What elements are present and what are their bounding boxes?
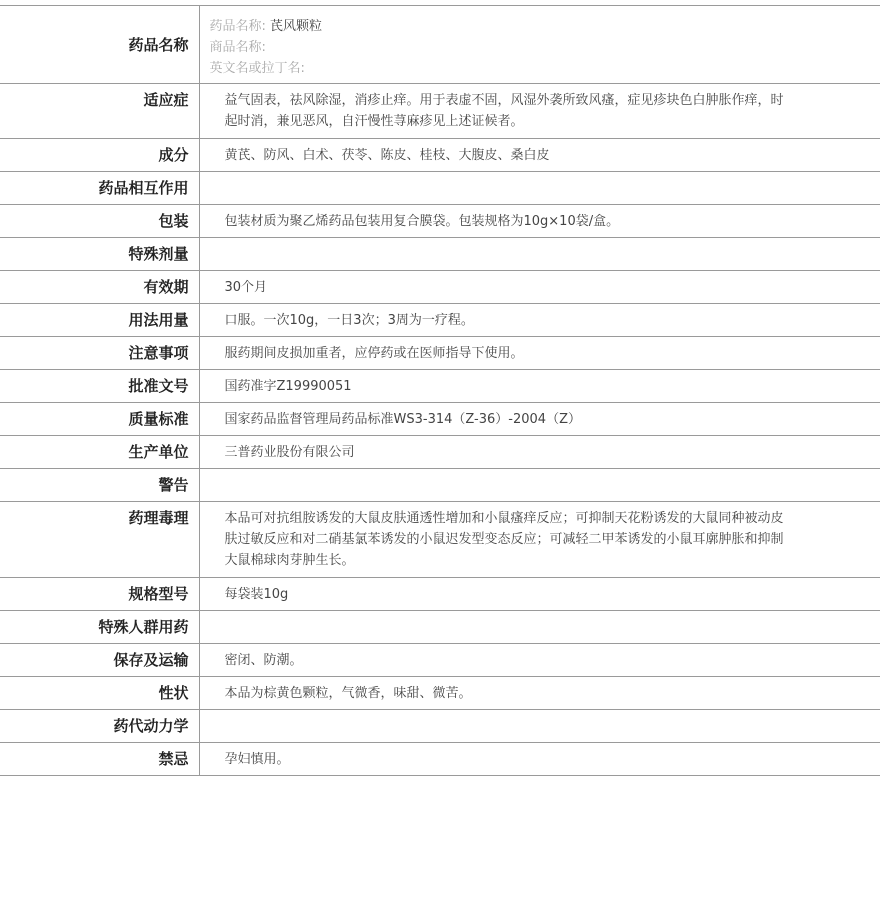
spec-value: 30个月 xyxy=(199,271,880,304)
spec-value: 每袋装10g xyxy=(199,578,880,611)
trade-name-key: 商品名称: xyxy=(209,40,266,55)
drug-spec-table xyxy=(0,5,880,776)
spec-value: 益气固表，祛风除湿，消疹止痒。用于表虚不固，风湿外袭所致风瘙，症见疹块色白肿胀作痒，时起时消，兼见恶风，自汗慢性荨麻疹见上述证候者。 xyxy=(199,84,880,139)
spec-value: 包装材质为聚乙烯药品包装用复合膜袋。包装规格为10g×10袋/盒。 xyxy=(199,205,880,238)
spec-row-ingredients xyxy=(0,139,880,172)
spec-row-manufacturer xyxy=(0,436,880,469)
spec-label: 药理毒理 xyxy=(0,502,199,578)
spec-label: 药品相互作用 xyxy=(0,172,199,205)
spec-row-storage xyxy=(0,644,880,677)
spec-label: 警告 xyxy=(0,469,199,502)
spec-value xyxy=(199,611,880,644)
spec-label: 特殊剂量 xyxy=(0,238,199,271)
drug-name-row xyxy=(0,6,880,84)
spec-row-warning xyxy=(0,469,880,502)
spec-label: 规格型号 xyxy=(0,578,199,611)
spec-value: 三普药业股份有限公司 xyxy=(199,436,880,469)
spec-row-approval-number xyxy=(0,370,880,403)
spec-label: 药代动力学 xyxy=(0,710,199,743)
spec-label: 成分 xyxy=(0,139,199,172)
trade-name-line xyxy=(210,37,791,58)
drug-name-cell xyxy=(199,6,880,84)
generic-name-key: 药品名称: xyxy=(209,19,266,34)
spec-label: 注意事项 xyxy=(0,337,199,370)
spec-row-shelf-life xyxy=(0,271,880,304)
spec-label: 包装 xyxy=(0,205,199,238)
spec-value xyxy=(199,469,880,502)
spec-value: 服药期间皮损加重者，应停药或在医师指导下使用。 xyxy=(199,337,880,370)
spec-row-interactions xyxy=(0,172,880,205)
spec-value: 口服。一次10g，一日3次；3周为一疗程。 xyxy=(199,304,880,337)
generic-name-line xyxy=(210,16,791,37)
spec-value: 国药准字Z19990051 xyxy=(199,370,880,403)
spec-label: 质量标准 xyxy=(0,403,199,436)
spec-row-packaging xyxy=(0,205,880,238)
spec-value: 本品可对抗组胺诱发的大鼠皮肤通透性增加和小鼠瘙痒反应；可抑制天花粉诱发的大鼠同种被动皮肤过敏反应和对二硝基氯苯诱发的小鼠迟发型变态反应；可减轻二甲苯诱发的小鼠耳廓肿胀和抑制大鼠棉球肉芽肿生长。 xyxy=(199,502,880,578)
spec-row-specification xyxy=(0,578,880,611)
spec-value: 密闭、防潮。 xyxy=(199,644,880,677)
spec-label: 批准文号 xyxy=(0,370,199,403)
spec-label: 性状 xyxy=(0,677,199,710)
generic-name-value: 芪风颗粒 xyxy=(270,19,323,34)
spec-label: 特殊人群用药 xyxy=(0,611,199,644)
spec-value xyxy=(199,710,880,743)
spec-label: 适应症 xyxy=(0,84,199,139)
spec-row-precautions xyxy=(0,337,880,370)
spec-row-quality-standard xyxy=(0,403,880,436)
spec-value xyxy=(199,238,880,271)
spec-row-contraindications xyxy=(0,743,880,776)
spec-row-special-populations xyxy=(0,611,880,644)
spec-row-pharmacokinetics xyxy=(0,710,880,743)
english-name-key: 英文名或拉丁名: xyxy=(209,61,305,76)
spec-row-description xyxy=(0,677,880,710)
spec-label: 保存及运输 xyxy=(0,644,199,677)
spec-label: 用法用量 xyxy=(0,304,199,337)
spec-row-special-dosage xyxy=(0,238,880,271)
spec-row-pharmacology xyxy=(0,502,880,578)
spec-value: 孕妇慎用。 xyxy=(199,743,880,776)
spec-label: 禁忌 xyxy=(0,743,199,776)
spec-label: 有效期 xyxy=(0,271,199,304)
spec-value: 国家药品监督管理局药品标准WS3-314（Z-36）-2004（Z） xyxy=(199,403,880,436)
spec-row-dosage xyxy=(0,304,880,337)
spec-value: 黄芪、防风、白术、茯苓、陈皮、桂枝、大腹皮、桑白皮 xyxy=(199,139,880,172)
spec-value: 本品为棕黄色颗粒，气微香，味甜、微苦。 xyxy=(199,677,880,710)
english-name-line xyxy=(210,58,791,79)
spec-row-indications xyxy=(0,84,880,139)
spec-label: 生产单位 xyxy=(0,436,199,469)
spec-value xyxy=(199,172,880,205)
drug-name-label: 药品名称 xyxy=(0,6,199,84)
